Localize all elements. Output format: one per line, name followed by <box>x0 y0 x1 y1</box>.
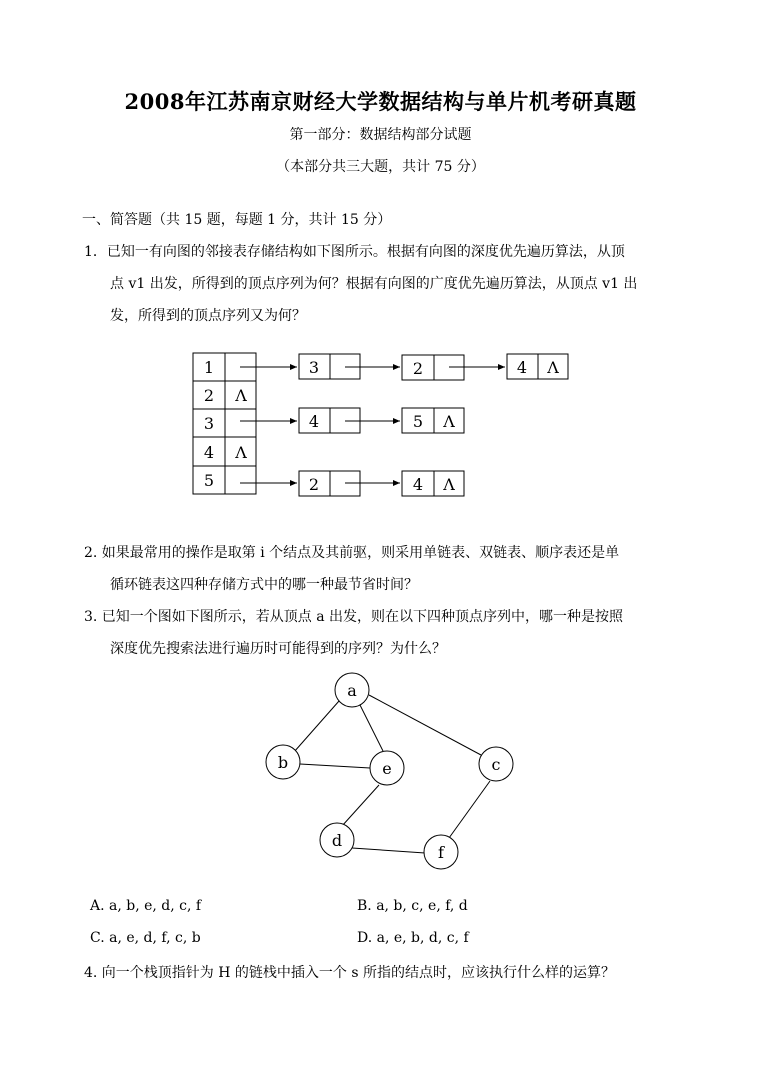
node-value: 4 <box>516 358 528 377</box>
q3-line2: 深度优先搜索法进行遍历时可能得到的序列？为什么？ <box>110 641 446 657</box>
graph-node-label-f: f <box>438 843 444 862</box>
null-pointer: Λ <box>235 386 247 405</box>
head-label-2: 2 <box>203 386 215 405</box>
node-value: 4 <box>412 475 424 494</box>
part-note: （本部分共三大题，共计 75 分） <box>276 159 485 175</box>
q2-line2: 循环链表这四种存储方式中的哪一种最节省时间？ <box>110 577 418 593</box>
graph-node-label-a: a <box>347 681 357 700</box>
q2-line1: 2. 如果最常用的操作是取第 i 个结点及其前驱，则采用单链表、双链表、顺序表还是单 <box>84 545 620 561</box>
q1-line2: 点 v1 出发，所得到的顶点序列为何？根据有向图的广度优先遍历算法，从顶点 v1 出 <box>110 276 638 292</box>
null-pointer: Λ <box>443 475 455 494</box>
option-c: C. a, e, d, f, c, b <box>90 930 201 946</box>
graph-node-label-e: e <box>382 759 392 778</box>
q4-line1: 4. 向一个栈顶指针为 H 的链栈中插入一个 s 所指的结点时，应该执行什么样的运算？ <box>84 965 615 981</box>
null-pointer: Λ <box>443 412 455 431</box>
part-heading: 第一部分：数据结构部分试题 <box>289 127 472 143</box>
q1-line3: 发，所得到的顶点序列又为何？ <box>110 308 306 324</box>
null-pointer: Λ <box>235 443 247 462</box>
q3-line1: 3. 已知一个图如下图所示，若从顶点 a 出发，则在以下四种顶点序列中，哪一种是按照 <box>84 609 624 625</box>
graph-node-label-d: d <box>331 831 343 850</box>
node-value: 2 <box>308 475 320 494</box>
page-title: 2008年江苏南京财经大学数据结构与单片机考研真题 <box>124 89 637 114</box>
section-heading: 一、简答题（共 15 题，每题 1 分，共计 15 分） <box>82 212 392 228</box>
option-a: A. a, b, e, d, c, f <box>90 898 202 914</box>
node-value: 3 <box>308 358 320 377</box>
graph-node-label-b: b <box>277 753 289 772</box>
head-label-5: 5 <box>203 471 215 490</box>
head-label-4: 4 <box>203 443 215 462</box>
head-label-3: 3 <box>203 414 215 433</box>
node-value: 5 <box>412 412 424 431</box>
node-value: 2 <box>412 359 424 378</box>
q1-line1: 1．已知一有向图的邻接表存储结构如下图所示。根据有向图的深度优先遍历算法，从顶 <box>84 244 625 260</box>
head-label-1: 1 <box>203 358 215 377</box>
null-pointer: Λ <box>547 358 559 377</box>
graph-node-label-c: c <box>491 755 501 774</box>
option-b: B. a, b, c, e, f, d <box>357 898 468 914</box>
option-d: D. a, e, b, d, c, f <box>357 930 469 946</box>
node-value: 4 <box>308 412 320 431</box>
